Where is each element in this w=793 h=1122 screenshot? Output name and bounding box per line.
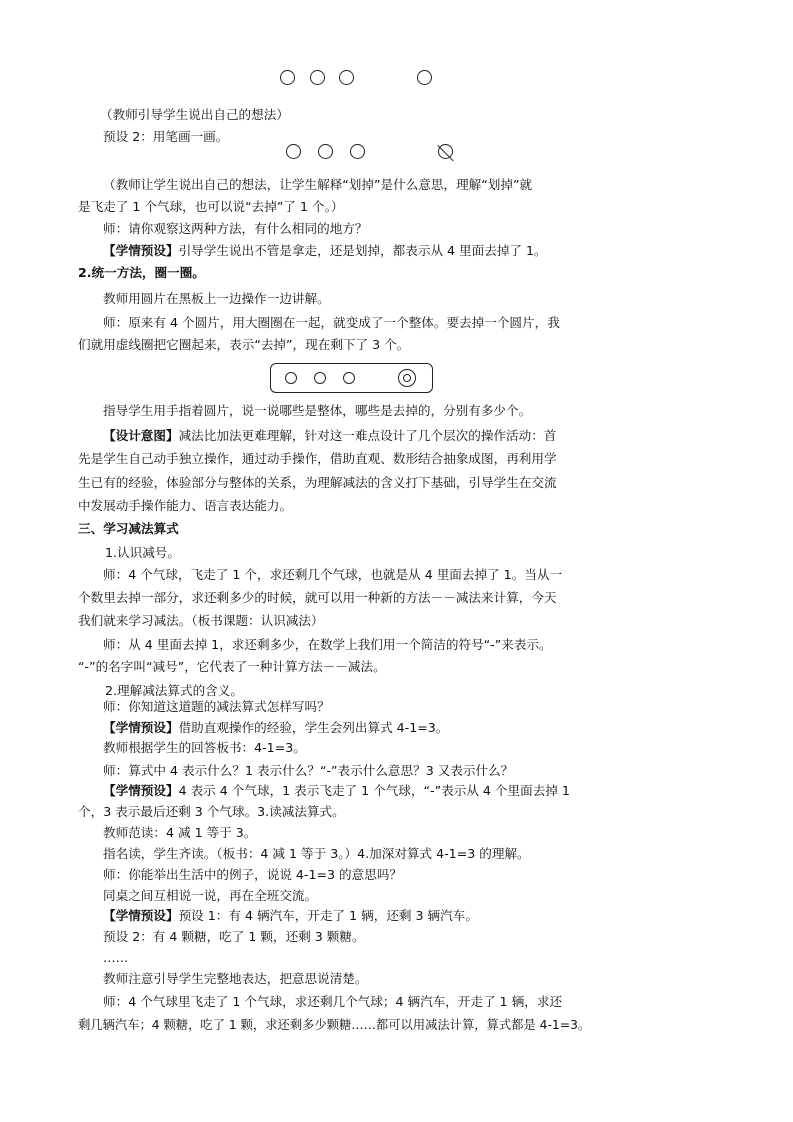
circle-shape [339,70,354,85]
text-line: 1.认识减号。 [105,545,180,560]
tag-label: 【设计意图】 [103,428,179,443]
text-line: 2.理解减法算式的含义。 [105,683,243,698]
text-line: 生已有的经验，体验部分与整体的关系，为理解减法的含义打下基础，引导学生在交流 [78,475,557,490]
circle-shape [417,70,432,85]
text-line [103,240,547,262]
crossed-circle-shape [438,144,453,159]
inner-circle [403,374,411,382]
tag-text: 引导学生说出不管是拿走，还是划掉，都表示从 4 里面去掉了 1。 [178,243,547,258]
text-line: （教师让学生说出自己的想法，让学生解释“划掉”是什么意思，理解“划掉”就 [103,177,533,192]
circle-shape [310,70,325,85]
text-line: 教师根据学生的回答板书：4-1=3。 [103,740,306,755]
text-line: 个，3 表示最后还剩 3 个气球。3.读减法算式。 [78,804,345,819]
text-line: …… [103,950,129,965]
tag-label: 【学情预设】 [103,243,179,258]
figure-grouped-circles [270,363,433,393]
circle-shape [280,70,295,85]
text-line: 是飞走了 1 个气球，也可以说“去掉”了 1 个。） [78,199,344,214]
text-line: 教师注意引导学生完整地表达，把意思说清楚。 [103,971,368,986]
text-line: 师：你知道这道题的减法算式怎样写吗？ [103,699,330,714]
text-line: 们就用虚线圈把它圈起来，表示“去掉”，现在剩下了 3 个。 [78,337,410,352]
text-line: 指名读，学生齐读。（板书：4 减 1 等于 3。）4.加深对算式 4-1=3 的理解。 [103,846,530,861]
text-line: 教师用圆片在黑板上一边操作一边讲解。 [103,291,330,306]
tag-text: 借助直观操作的经验，学生会列出算式 4-1=3。 [178,720,449,735]
text-line: 预设 2：有 4 颗糖，吃了 1 颗，还剩 3 颗糖。 [103,929,365,944]
strike-line [437,145,454,162]
text-line [103,780,570,802]
text-line [103,905,478,927]
circle-shape [286,144,301,159]
text-line: 我们就来学习减法。（板书课题：认识减法） [78,613,324,628]
text-line: “-”的名字叫“减号”，它代表了一种计算方法－－减法。 [78,659,386,674]
tag-label: 【学情预设】 [103,783,179,798]
text-line: 个数里去掉一部分，求还剩多少的时候，就可以用一种新的方法－－减法来计算，今天 [78,590,557,605]
section-heading: 三、学习减法算式 [78,521,179,536]
circle-shape [285,372,297,384]
text-line: 指导学生用手指着圆片，说一说哪些是整体，哪些是去掉的，分别有多少个。 [103,403,532,418]
text-line [103,717,448,739]
text-line: （教师引导学生说出自己的想法） [100,107,289,122]
text-line: 师：4 个气球里飞走了 1 个气球，求还剩几个气球；4 辆汽车，开走了 1 辆，求还 [103,994,563,1009]
text-line [103,425,556,447]
text-line: 师：请你观察这两种方法，有什么相同的地方？ [103,221,368,236]
double-circle-shape [398,369,416,387]
circle-shape [314,372,326,384]
tag-text: 减法比加法更难理解，针对这一难点设计了几个层次的操作活动：首 [178,428,557,443]
tag-text: 4 表示 4 个气球，1 表示飞走了 1 个气球，“-”表示从 4 个里面去掉 1 [178,783,570,798]
text-line: 师：算式中 4 表示什么？1 表示什么？“-”表示什么意思？3 又表示什么？ [103,763,514,778]
tag-label: 【学情预设】 [103,720,179,735]
text-line: 师：原来有 4 个圆片，用大圈圈在一起，就变成了一个整体。要去掉一个圆片，我 [103,315,560,330]
tag-label: 【学情预设】 [103,908,179,923]
text-line: 中发展动手操作能力、语言表达能力。 [78,498,293,513]
text-line: 同桌之间互相说一说，再在全班交流。 [103,888,318,903]
circle-shape [343,372,355,384]
text-line: 剩几辆汽车；4 颗糖，吃了 1 颗，求还剩多少颗糖……都可以用减法计算，算式都是 4-1=3。 [78,1018,591,1032]
circle-shape [350,144,365,159]
text-line: 师：4 个气球，飞走了 1 个，求还剩几个气球，也就是从 4 里面去掉了 1。当从一 [103,567,563,582]
text-line: 预设 2：用笔画一画。 [103,129,229,144]
section-heading: 2.统一方法，圈一圈。 [78,265,205,280]
text-line: 先是学生自己动手独立操作，通过动手操作，借助直观、数形结合抽象成图，再利用学 [78,451,557,466]
circle-shape [318,144,333,159]
text-line: 师：从 4 里面去掉 1，求还剩多少，在数学上我们用一个简洁的符号“-”来表示。 [103,637,552,652]
tag-text: 预设 1：有 4 辆汽车，开走了 1 辆，还剩 3 辆汽车。 [178,908,478,923]
text-line: 教师范读：4 减 1 等于 3。 [103,825,257,840]
text-line: 师：你能举出生活中的例子，说说 4-1=3 的意思吗？ [103,867,403,882]
